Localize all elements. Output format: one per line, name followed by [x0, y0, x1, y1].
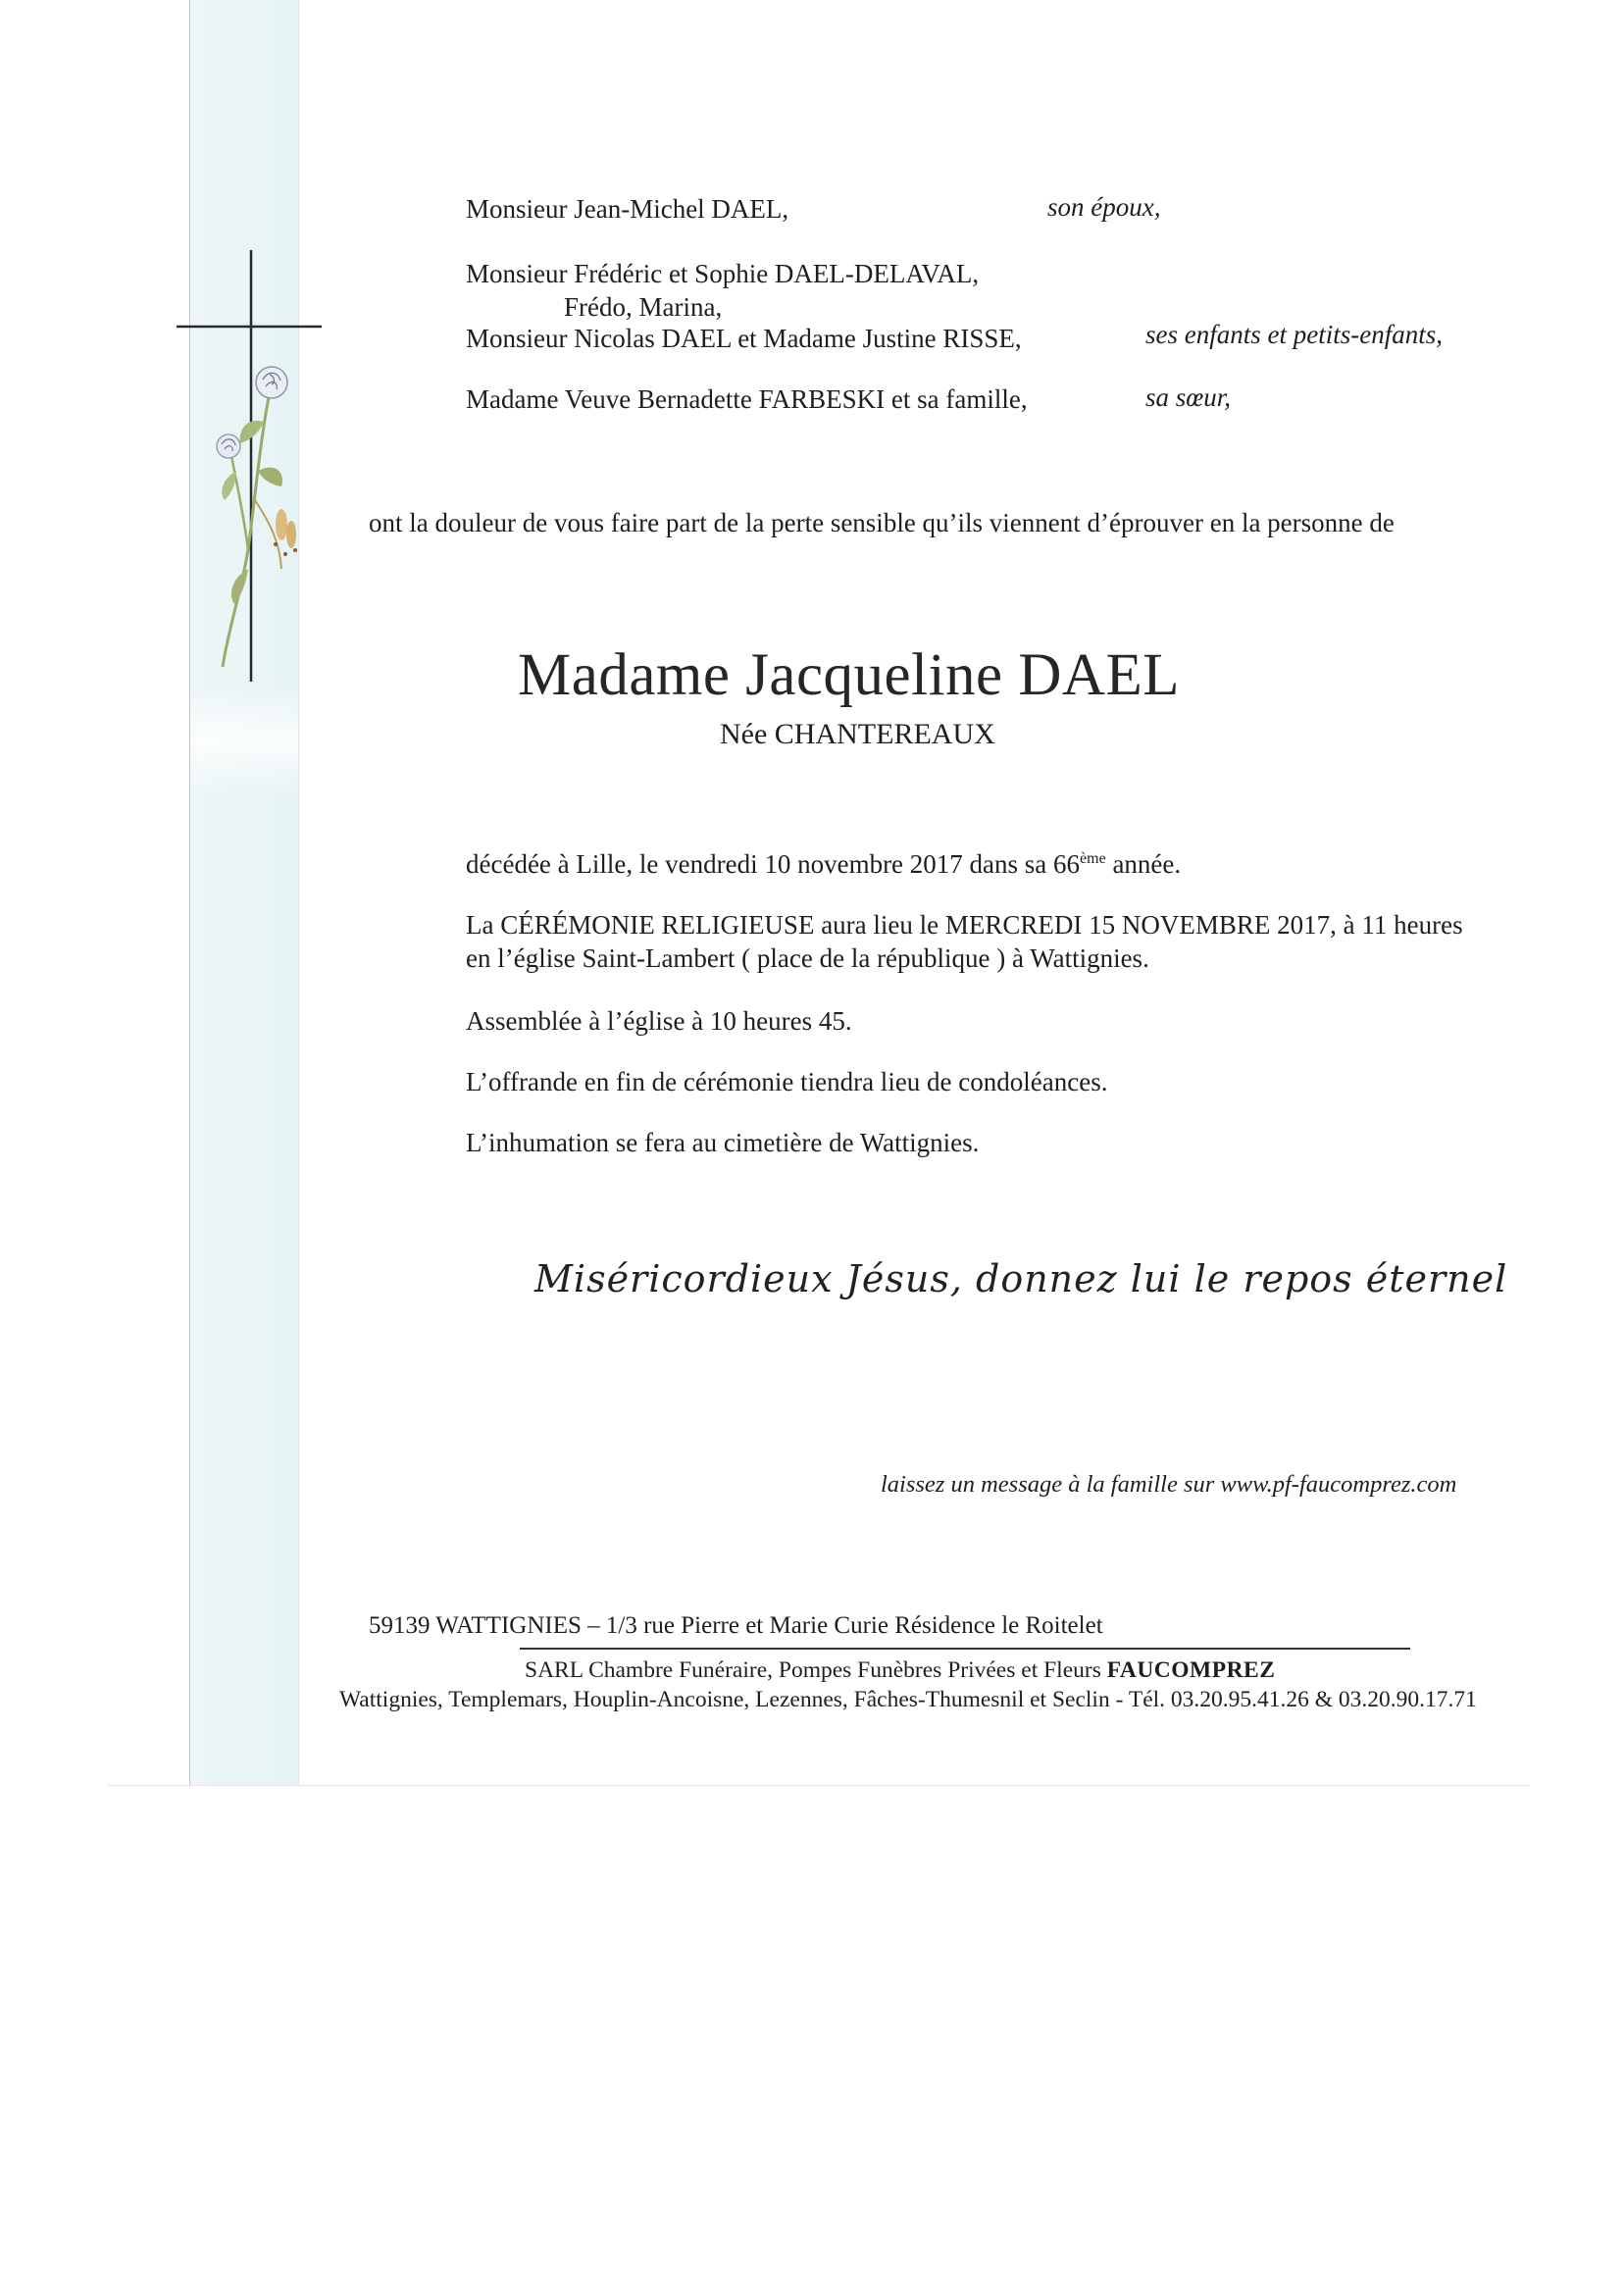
- address: 59139 WATTIGNIES – 1/3 rue Pierre et Marie Curie Résidence le Roitelet: [369, 1612, 1103, 1639]
- company-brand: FAUCOMPREZ: [1106, 1657, 1276, 1683]
- death-notice-text: décédée à Lille, le vendredi 10 novembre 2017 dans sa 66: [466, 849, 1081, 879]
- flower-stem-icon: [201, 353, 314, 677]
- family-member-name: Monsieur Jean-Michel DAEL,: [466, 194, 789, 224]
- death-notice: [466, 849, 1181, 880]
- prayer-text: Miséricordieux Jésus, donnez lui le repos éternel: [534, 1257, 1508, 1300]
- web-message: laissez un message à la famille sur www.pf-faucomprez.com: [881, 1471, 1457, 1498]
- family-member-name: Monsieur Nicolas DAEL et Madame Justine RISSE,: [466, 324, 1022, 353]
- band-fade: [190, 687, 298, 794]
- burial-note: L’inhumation se fera au cimetière de Wattignies.: [466, 1128, 980, 1157]
- death-notice-superscript: ème: [1080, 850, 1106, 867]
- locations-phone: Wattignies, Templemars, Houplin-Ancoisne, Lezennes, Fâches-Thumesnil et Seclin - Tél. 03.20.95.41.26 & 03.20.90.17.71: [339, 1687, 1477, 1712]
- footer-divider: [520, 1648, 1410, 1650]
- family-member-name: Madame Veuve Bernadette FARBESKI et sa famille,: [466, 384, 1028, 414]
- family-relation: ses enfants et petits-enfants,: [1145, 320, 1443, 349]
- announcement-text: ont la douleur de vous faire part de la perte sensible qu’ils viennent d’éprouver en la personne de: [369, 508, 1395, 537]
- ceremony-line-2: en l’église Saint-Lambert ( place de la république ) à Wattignies.: [466, 943, 1149, 973]
- family-member-name: Monsieur Frédéric et Sophie DAEL-DELAVAL,: [466, 259, 980, 288]
- offering-note: L’offrande en fin de cérémonie tiendra lieu de condoléances.: [466, 1067, 1108, 1096]
- company-line: [525, 1657, 1275, 1684]
- deceased-birth-name: Née CHANTEREAUX: [720, 718, 995, 750]
- page-edge: [108, 1785, 1530, 1786]
- family-relation: son époux,: [1047, 192, 1161, 222]
- family-member-name: Frédo, Marina,: [564, 292, 723, 322]
- ceremony-line-1: La CÉRÉMONIE RELIGIEUSE aura lieu le MERCREDI 15 NOVEMBRE 2017, à 11 heures: [466, 910, 1463, 940]
- company-prefix: SARL Chambre Funéraire, Pompes Funèbres Privées et Fleurs: [525, 1657, 1101, 1683]
- death-notice-suffix: année.: [1105, 849, 1182, 879]
- family-relation: sa sœur,: [1145, 382, 1232, 412]
- deceased-name: Madame Jacqueline DAEL: [518, 642, 1180, 708]
- assembly-time: Assemblée à l’église à 10 heures 45.: [466, 1006, 852, 1036]
